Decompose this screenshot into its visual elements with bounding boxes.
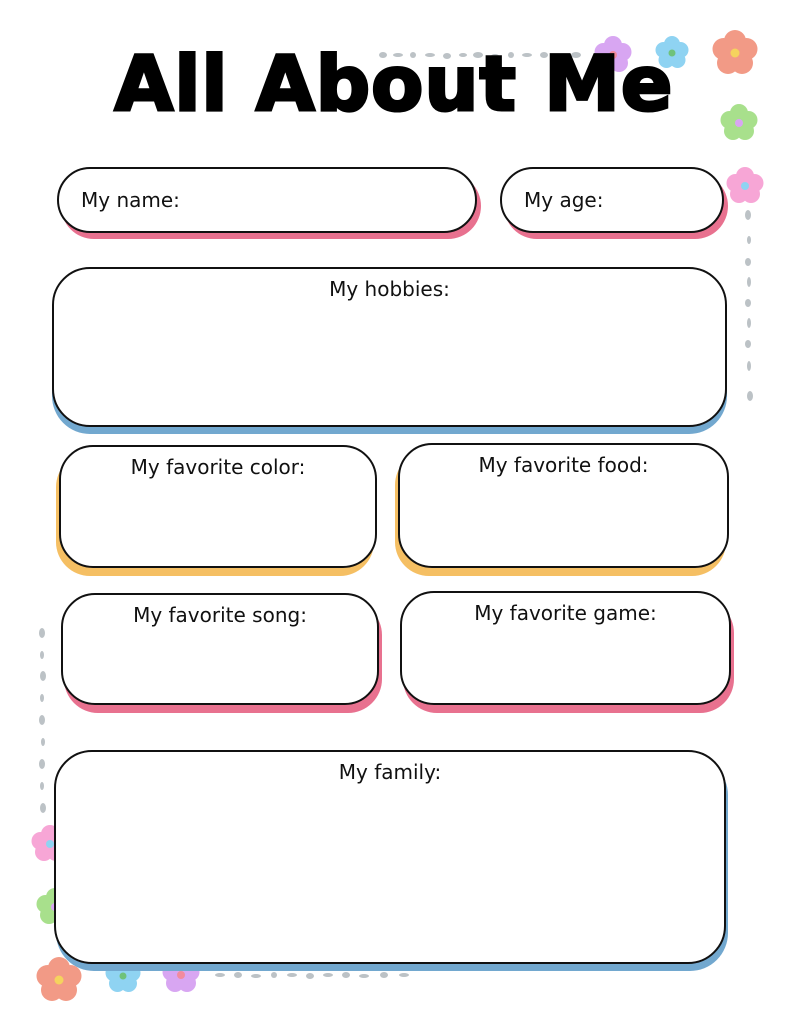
age-label: My age: xyxy=(524,188,604,212)
hobbies-label: My hobbies: xyxy=(329,277,450,301)
favorite-game-field[interactable] xyxy=(400,591,731,705)
favorite-food-label: My favorite food: xyxy=(478,453,649,477)
family-label: My family: xyxy=(338,760,442,784)
worksheet-title: All About Me xyxy=(114,39,674,128)
name-label: My name: xyxy=(81,188,180,212)
name-field[interactable] xyxy=(57,167,477,233)
hobbies-field[interactable] xyxy=(52,267,727,427)
favorite-color-field[interactable] xyxy=(59,445,377,568)
family-field[interactable] xyxy=(54,750,726,964)
favorite-song-label: My favorite song: xyxy=(133,603,307,627)
favorite-song-field[interactable] xyxy=(61,593,379,705)
favorite-food-field[interactable] xyxy=(398,443,729,568)
age-field[interactable] xyxy=(500,167,724,233)
favorite-game-label: My favorite game: xyxy=(474,601,657,625)
flower-icon xyxy=(723,164,767,208)
favorite-color-label: My favorite color: xyxy=(130,455,306,479)
